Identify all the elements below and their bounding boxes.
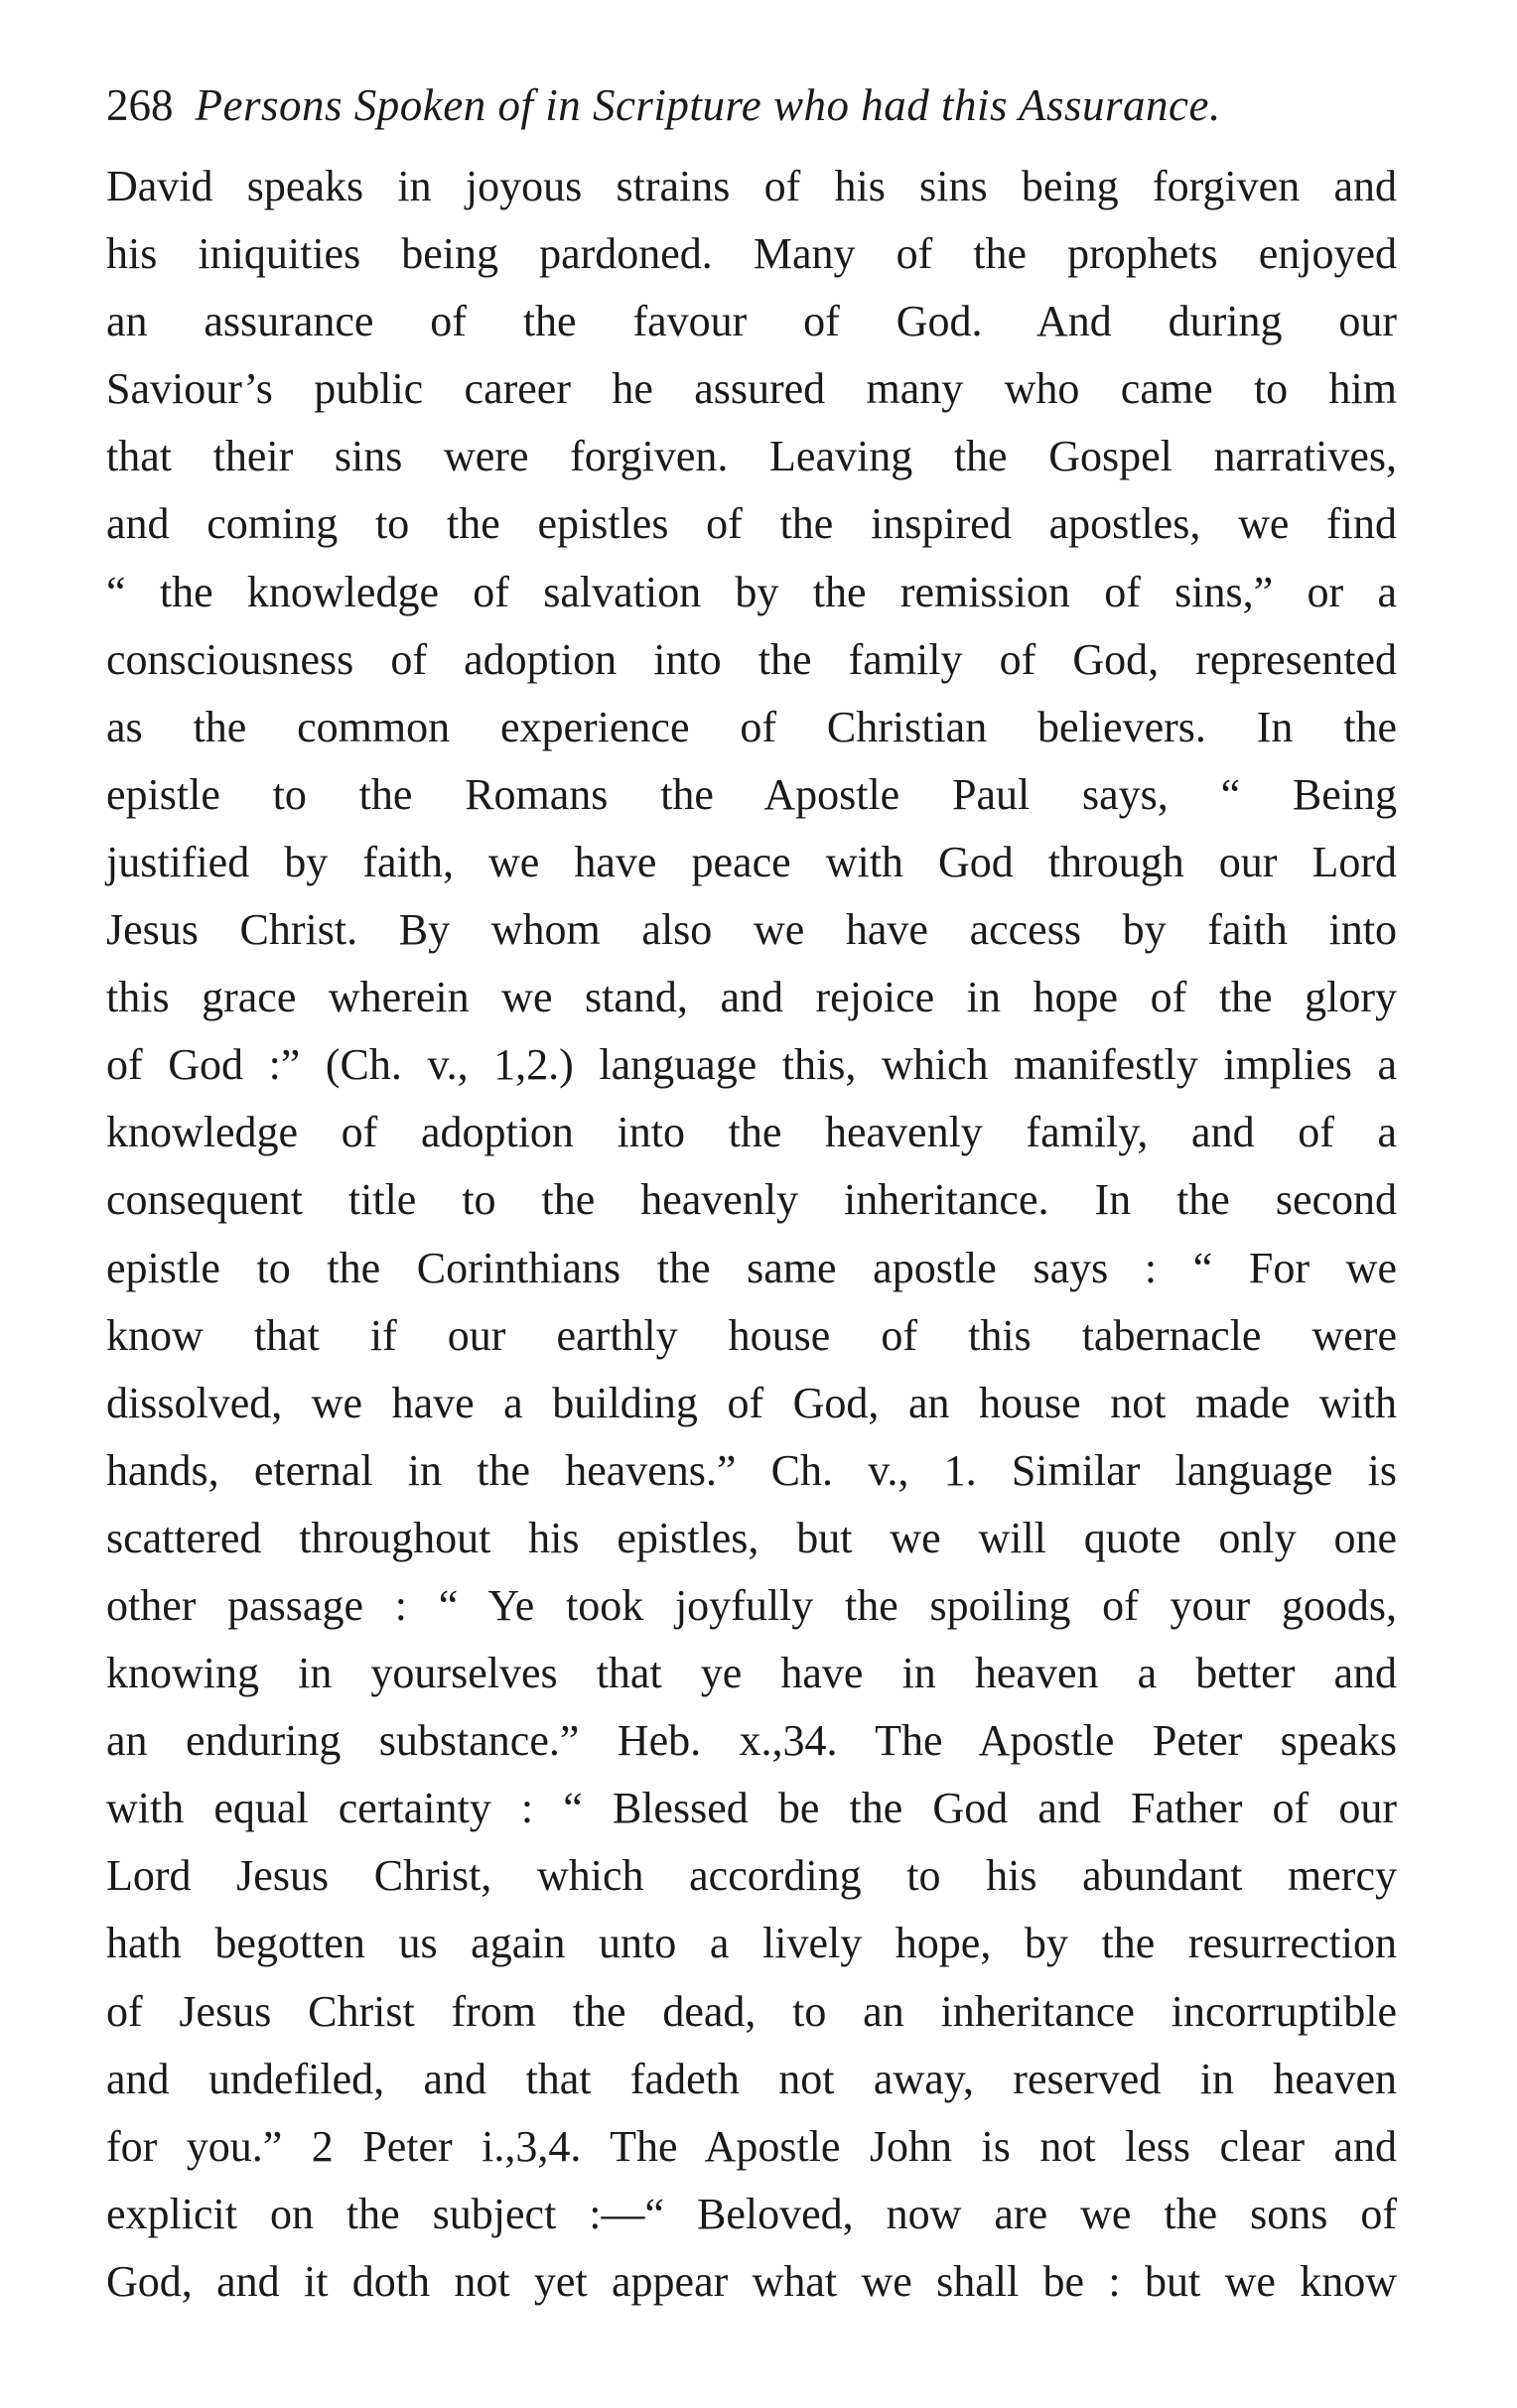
body-text: [106, 153, 1397, 2316]
text-line: knowledge of adoption into the heavenly family, and of a: [106, 1108, 1397, 1157]
text-line: for you.” 2 Peter i.,3,4. The Apostle John is not less clear and: [106, 2121, 1397, 2171]
text-line: this grace wherein we stand, and rejoice in hope of the glory: [106, 973, 1397, 1022]
text-line: consciousness of adoption into the family of God, represented: [106, 634, 1397, 684]
book-page: [106, 69, 1397, 2316]
page-number: 268: [106, 80, 174, 130]
text-line: know that if our earthly house of this tabernacle were: [106, 1310, 1397, 1360]
text-line: epistle to the Corinthians the same apostle says : “ For we: [106, 1243, 1397, 1292]
text-line: “ the knowledge of salvation by the remission of sins,” or a: [106, 567, 1397, 616]
running-header: [106, 69, 1397, 141]
text-line: justified by faith, we have peace with God through our Lord: [106, 837, 1397, 886]
text-line: God, and it doth not yet appear what we shall be : but we know: [106, 2256, 1397, 2306]
text-line: Lord Jesus Christ, which according to his abundant mercy: [106, 1851, 1397, 1901]
text-line: with equal certainty : “ Blessed be the God and Father of our: [106, 1784, 1397, 1833]
text-line: an enduring substance.” Heb. x.,34. The Apostle Peter speaks: [106, 1716, 1397, 1766]
text-line: and coming to the epistles of the inspired apostles, we find: [106, 499, 1397, 549]
text-line: and undefiled, and that fadeth not away, reserved in heaven: [106, 2054, 1397, 2103]
text-line: consequent title to the heavenly inheritance. In the second: [106, 1175, 1397, 1225]
text-line: explicit on the subject :—“ Beloved, now are we the sons of: [106, 2189, 1397, 2238]
text-line: other passage : “ Ye took joyfully the spoiling of your goods,: [106, 1580, 1397, 1630]
text-line: epistle to the Romans the Apostle Paul says, “ Being: [106, 769, 1397, 819]
text-line: of God :” (Ch. v., 1,2.) language this, which manifestly implies a: [106, 1040, 1397, 1090]
text-line: scattered throughout his epistles, but we will quote only one: [106, 1513, 1397, 1562]
text-line: an assurance of the favour of God. And during our: [106, 297, 1397, 346]
running-title: Persons Spoken of in Scripture who had this Assurance.: [195, 80, 1221, 130]
text-line: his iniquities being pardoned. Many of the prophets enjoyed: [106, 229, 1397, 279]
text-line: David speaks in joyous strains of his sins being forgiven and: [106, 162, 1397, 210]
text-line: knowing in yourselves that ye have in heaven a better and: [106, 1649, 1397, 1698]
text-line: that their sins were forgiven. Leaving the Gospel narratives,: [106, 432, 1397, 481]
text-line: Jesus Christ. By whom also we have access by faith into: [106, 905, 1397, 955]
text-line: of Jesus Christ from the dead, to an inheritance incorruptible: [106, 1986, 1397, 2036]
text-line: hands, eternal in the heavens.” Ch. v., 1. Similar language is: [106, 1445, 1397, 1495]
text-line: dissolved, we have a building of God, an house not made with: [106, 1378, 1397, 1427]
text-line: Saviour’s public career he assured many who came to him: [106, 364, 1397, 414]
text-line: hath begotten us again unto a lively hope, by the resurrection: [106, 1919, 1397, 1968]
text-line: as the common experience of Christian believers. In the: [106, 702, 1397, 751]
